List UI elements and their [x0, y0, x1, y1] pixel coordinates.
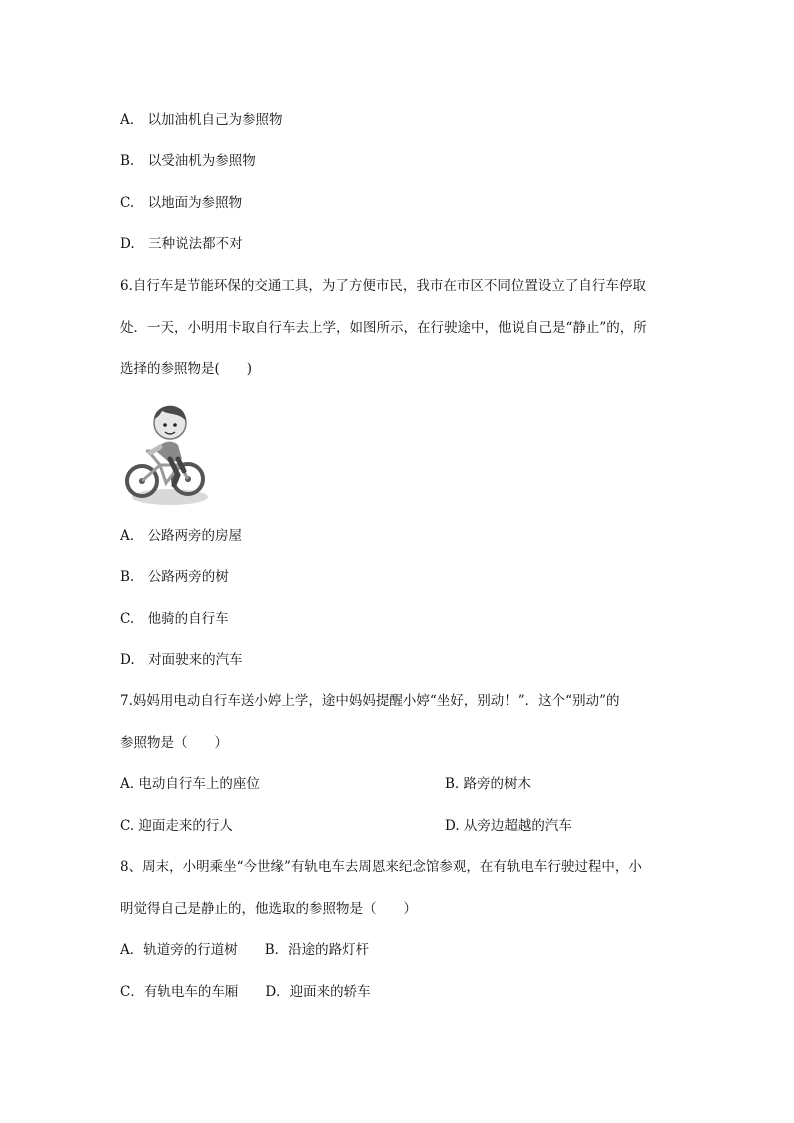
q5-option-a: A. 以加油机自己为参照物: [120, 112, 283, 128]
boy-riding-bicycle-icon: [120, 393, 212, 511]
q7-stem-line-2: 参照物是（ ）: [120, 735, 228, 751]
q6-option-d: D. 对面驶来的汽车: [120, 652, 243, 668]
q7-option-c: C. 迎面走来的行人: [120, 818, 233, 834]
q7-option-d: D. 从旁边超越的汽车: [445, 818, 572, 834]
q6-stem-line-1: 6.自行车是节能环保的交通工具，为了方便市民，我市在市区不同位置设立了自行车停取: [120, 278, 646, 294]
q8-stem-line-1: 8、周末，小明乘坐“今世缘”有轨电车去周恩来纪念馆参观，在有轨电车行驶过程中，小: [120, 859, 642, 875]
q6-option-a: A. 公路两旁的房屋: [120, 528, 243, 544]
q8-stem-line-2: 明觉得自己是静止的，他选取的参照物是（ ）: [120, 901, 417, 917]
q6-option-c: C. 他骑的自行车: [120, 611, 229, 627]
q5-option-d: D. 三种说法都不对: [120, 236, 243, 252]
q7-option-a: A. 电动自行车上的座位: [120, 776, 260, 792]
q6-option-b: B. 公路两旁的树: [120, 569, 229, 585]
q8-options-row-1: A．轨道旁的行道树 B．沿途的路灯杆: [120, 942, 370, 958]
q7-stem-line-1: 7.妈妈用电动自行车送小婷上学，途中妈妈提醒小婷“坐好，别动！”．这个“别动”的: [120, 693, 620, 709]
q8-options-row-2: C．有轨电车的车厢 D．迎面来的轿车: [120, 984, 371, 1000]
q6-stem-line-3: 选择的参照物是( ): [120, 361, 253, 377]
q7-option-b: B. 路旁的树木: [445, 776, 532, 792]
q6-stem-line-2: 处．一天，小明用卡取自行车去上学，如图所示，在行驶途中，他说自己是“静止”的，所: [120, 320, 647, 336]
q5-option-c: C. 以地面为参照物: [120, 195, 243, 211]
q5-option-b: B. 以受油机为参照物: [120, 153, 256, 169]
